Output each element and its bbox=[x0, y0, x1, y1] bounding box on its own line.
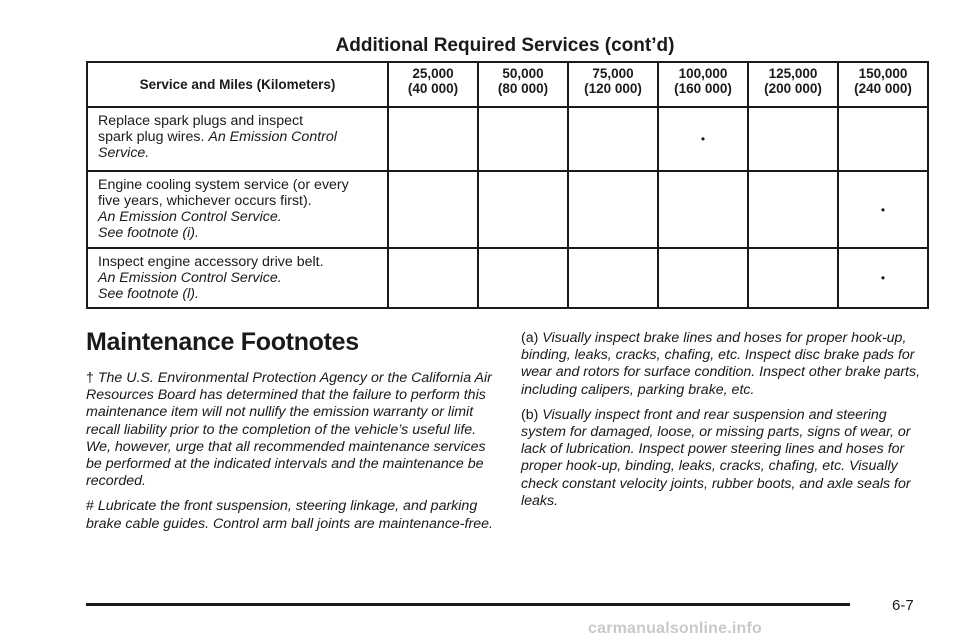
watermark: carmanualsonline.info bbox=[588, 620, 763, 637]
header-interval-2 bbox=[478, 62, 568, 107]
service-mark: • bbox=[838, 171, 928, 248]
service-mark bbox=[478, 107, 568, 171]
service-mark bbox=[388, 248, 478, 308]
page-title: Additional Required Services (cont’d) bbox=[335, 35, 675, 56]
header-interval-4 bbox=[658, 62, 748, 107]
desc-text: spark plug wires. bbox=[98, 129, 209, 145]
desc-line: An Emission Control Service. bbox=[98, 209, 282, 225]
service-mark: • bbox=[838, 248, 928, 308]
footnote-text: Visually inspect brake lines and hoses for proper hook-up, binding, leaks, cracks, chafing, etc. Inspect disc brake pads for wear and rotors for surface condition. Inspect other brake parts, including calipers, parking brake, etc. bbox=[521, 330, 921, 398]
footnote-text: Visually inspect front and rear suspension and steering system for damaged, loose, or missing parts, signs of wear, or lack of lubrication. Inspect power steering lines and hoses for proper hook-up, binding, leaks, cracks, chafing, etc. Visually check constant velocity joints, rubber boots, and axle seals for leaks. bbox=[521, 406, 911, 509]
desc-line: See footnote (l). bbox=[98, 286, 199, 302]
interval-km: (40 000) bbox=[407, 81, 459, 96]
service-mark bbox=[568, 248, 658, 308]
desc-line bbox=[98, 129, 383, 145]
interval-miles: 50,000 bbox=[502, 66, 544, 81]
interval-km: (200 000) bbox=[764, 81, 822, 96]
desc-line: Inspect engine accessory drive belt. bbox=[98, 254, 324, 270]
desc-line: Engine cooling system service (or every bbox=[98, 177, 349, 193]
table-header-row bbox=[87, 62, 928, 107]
footnotes-heading: Maintenance Footnotes bbox=[86, 328, 359, 356]
services-table bbox=[86, 61, 929, 309]
service-mark bbox=[388, 171, 478, 248]
desc-line: An Emission Control Service. bbox=[98, 270, 282, 286]
footnote-label: (a) bbox=[521, 330, 539, 346]
interval-miles: 150,000 bbox=[858, 66, 908, 81]
service-mark bbox=[568, 107, 658, 171]
footnote-label: (b) bbox=[521, 406, 539, 423]
header-interval-3 bbox=[568, 62, 658, 107]
service-mark bbox=[478, 248, 568, 308]
service-mark bbox=[478, 171, 568, 248]
service-mark bbox=[658, 248, 748, 308]
interval-km: (120 000) bbox=[584, 81, 642, 96]
desc-line: five years, whichever occurs first). bbox=[98, 193, 312, 209]
footnote-text: The U.S. Environmental Protection Agency or the California Air Resources Board has determined that the failure to perform this maintenance item will not nullify the emission warranty or limit recall liability prior to the completion of the vehicle’s useful life. We, however, urge that all recommended maintenance services be performed at the indicated intervals and the maintenance be recorded. bbox=[86, 370, 492, 490]
table-row bbox=[87, 107, 928, 171]
table-row bbox=[87, 248, 928, 308]
interval-km: (240 000) bbox=[854, 81, 912, 96]
interval-miles: 100,000 bbox=[678, 66, 728, 81]
service-mark bbox=[748, 171, 838, 248]
page-number: 6-7 bbox=[892, 597, 914, 614]
footnotes-left-column bbox=[86, 370, 496, 541]
service-mark bbox=[658, 171, 748, 248]
interval-miles: 125,000 bbox=[768, 66, 818, 81]
service-mark: • bbox=[658, 107, 748, 171]
footnote-a bbox=[521, 330, 921, 399]
service-description bbox=[87, 107, 388, 171]
service-mark bbox=[388, 107, 478, 171]
interval-miles: 25,000 bbox=[412, 66, 454, 81]
service-description bbox=[87, 171, 388, 248]
footnote-hash bbox=[86, 498, 496, 532]
interval-km: (160 000) bbox=[674, 81, 732, 96]
desc-line: Replace spark plugs and inspect bbox=[98, 113, 304, 129]
interval-km: (80 000) bbox=[497, 81, 549, 96]
footnote-b bbox=[521, 407, 921, 510]
interval-miles: 75,000 bbox=[592, 66, 634, 81]
footnote-symbol: # bbox=[86, 498, 94, 515]
desc-line: See footnote (i). bbox=[98, 225, 199, 241]
header-interval-5 bbox=[748, 62, 838, 107]
desc-line: Service. bbox=[98, 145, 150, 161]
header-service: Service and Miles (Kilometers) bbox=[87, 62, 388, 107]
service-description bbox=[87, 248, 388, 308]
footnotes-right-column bbox=[521, 330, 921, 518]
service-mark bbox=[748, 248, 838, 308]
header-interval-6 bbox=[838, 62, 928, 107]
footer-rule bbox=[86, 603, 850, 606]
table-row bbox=[87, 171, 928, 248]
footnote-symbol: † bbox=[86, 370, 94, 386]
header-interval-1 bbox=[388, 62, 478, 107]
service-mark bbox=[568, 171, 658, 248]
service-mark bbox=[838, 107, 928, 171]
desc-italic: An Emission Control bbox=[208, 129, 337, 145]
footnote-text: Lubricate the front suspension, steering linkage, and parking brake cable guides. Control arm ball joints are maintenance-free. bbox=[86, 498, 493, 532]
service-mark bbox=[748, 107, 838, 171]
footnote-dagger bbox=[86, 370, 496, 490]
